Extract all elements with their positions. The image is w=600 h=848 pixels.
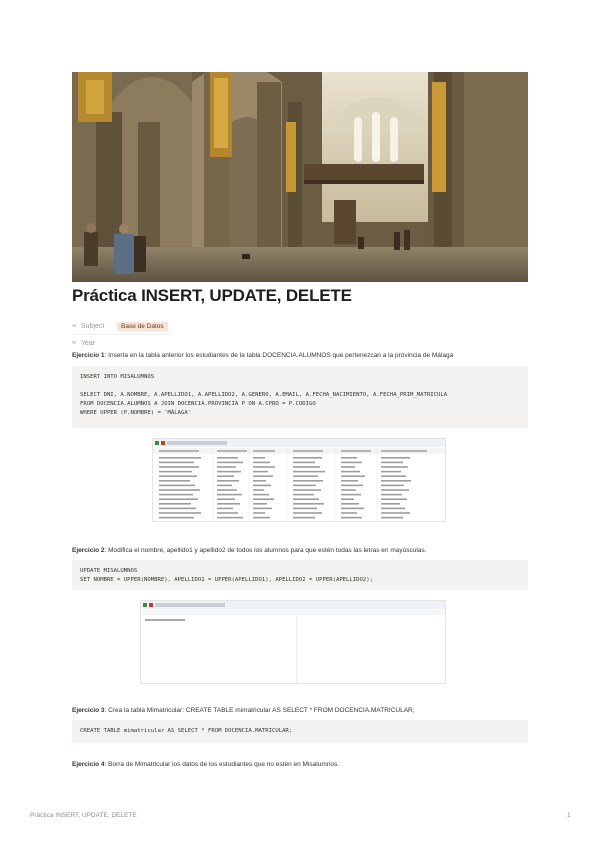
query-result-screenshot [152, 438, 446, 522]
exercise-label: Ejercicio 3 [72, 707, 105, 714]
code-block-3[interactable]: CREATE TABLE mimatricular AS SELECT * FROM DOCENCIA.MATRICULAR; [72, 720, 528, 743]
page-properties [72, 318, 528, 352]
text-property-icon: ≡ [72, 339, 77, 347]
page-title: Práctica INSERT, UPDATE, DELETE [72, 286, 352, 305]
exercise-label: Ejercicio 1 [72, 352, 105, 359]
exercise-4 [72, 760, 339, 769]
property-subject[interactable] [72, 318, 528, 334]
exercise-1 [72, 351, 453, 360]
code-block-2[interactable]: UPDATE MISALUMNOS SET NOMBRE = UPPER(NOMBRE), APELLIDO1 = UPPER(APELLIDO1), APELLIDO2 = UPPER(APELLIDO2); [72, 560, 528, 590]
property-divider [72, 334, 172, 335]
exercise-2 [72, 546, 426, 555]
exercise-3 [72, 706, 415, 715]
exercise-text: : Borra de Mimatricular los datos de los estudiantes que no estén en Misalumnos. [104, 761, 340, 768]
property-key: Year [81, 339, 96, 347]
property-year[interactable] [72, 335, 528, 351]
property-key: Subject [81, 322, 105, 330]
cover-image [72, 72, 528, 282]
update-result-screenshot [140, 600, 446, 684]
footer-title: Práctica INSERT, UPDATE, DELETE [30, 812, 137, 819]
exercise-label: Ejercicio 4 [72, 761, 105, 768]
text-property-icon: ≡ [72, 322, 77, 330]
exercise-text: : Modifica el nombre, apellido1 y apellido2 de todos los alumnos para que estén todas las letras en mayúsculas. [104, 547, 427, 554]
footer-page-number: 1 [567, 812, 571, 819]
exercise-label: Ejercicio 2 [72, 547, 105, 554]
code-block-1[interactable]: INSERT INTO MISALUMNOS SELECT DNI, A.NOMBRE, A.APELLIDO1, A.APELLIDO2, A.GENERO, A.EMAIL, A.FECHA_NACIMIENTO, A.FECHA_PRIM_MATRICULA FROM DOCENCIA.ALUMNOS A JOIN DOCENCIA.PROVINCIA P ON A.CPRO = P.CODIGO WHERE UPPER (P.NOMBRE) = 'MÁLAGA' [72, 366, 528, 428]
exercise-text: : Crea la tabla Mimatricular: CREATE TABLE mimatricular AS SELECT * FROM DOCENCIA.MATRICULAR; [104, 707, 415, 714]
subject-tag[interactable]: Base de Datos [117, 322, 168, 331]
exercise-text: : Inserta en la tabla anterior los estudiantes de la tabla DOCENCIA.ALUMNOS que pertenezcan a la provincia de Málaga [104, 352, 454, 359]
